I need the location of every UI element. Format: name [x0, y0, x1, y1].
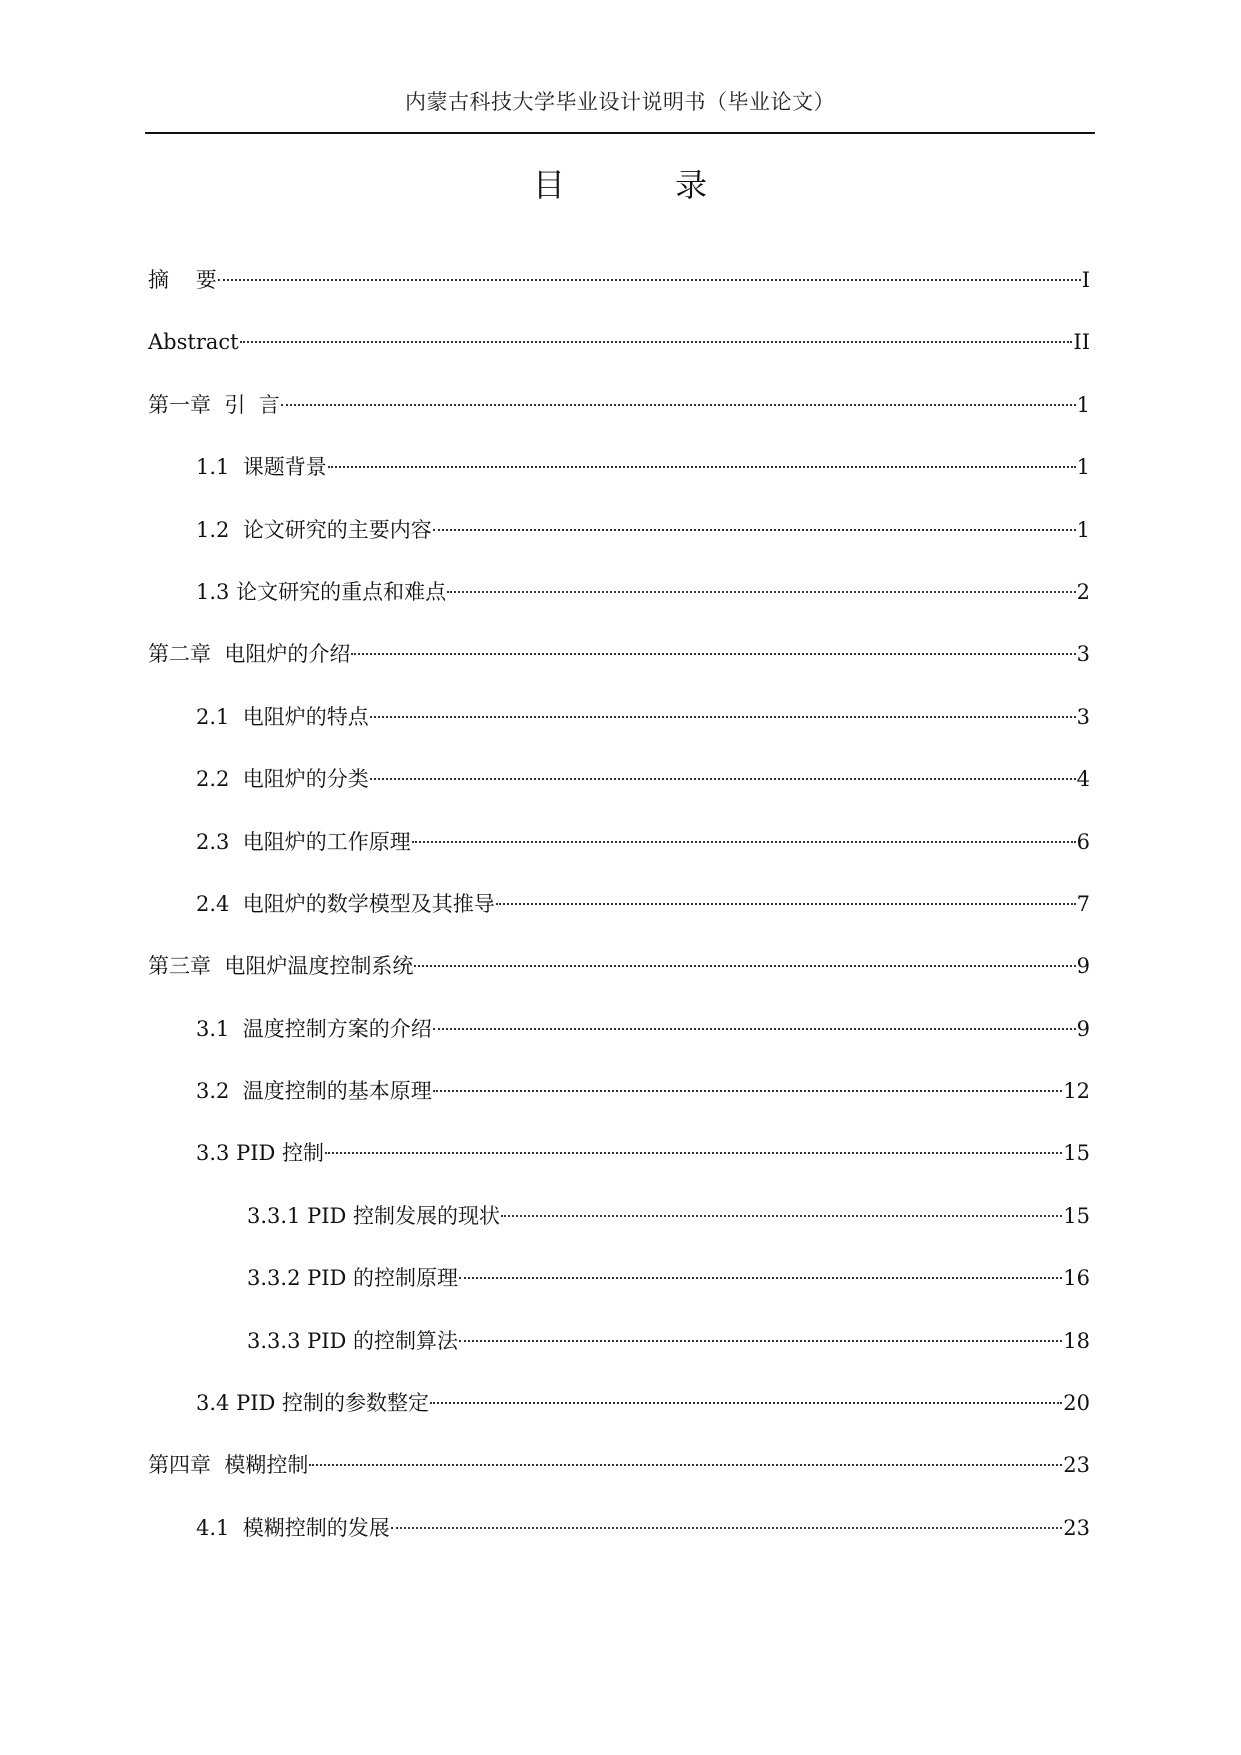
toc-entry-label: Abstract [148, 330, 239, 355]
toc-entry-page-number: 6 [1076, 829, 1090, 854]
toc-entry-label: 3.3.3 PID 的控制算法 [247, 1328, 459, 1353]
toc-entry-page-number: II [1073, 330, 1090, 355]
page-header: 内蒙古科技大学毕业设计说明书（毕业论文） [405, 90, 835, 114]
toc-entry-page-number: 18 [1063, 1328, 1090, 1353]
toc-entry[interactable] [148, 1383, 1090, 1445]
toc-entry[interactable] [148, 697, 1090, 759]
toc-entry[interactable] [148, 1258, 1090, 1320]
toc-entry-label: 2.2 电阻炉的分类 [196, 767, 369, 792]
toc-entry-page-number: 1 [1076, 455, 1090, 480]
dot-leader [496, 903, 1076, 905]
toc-entry[interactable] [148, 1508, 1090, 1570]
toc-entry-label: 第三章 电阻炉温度控制系统 [148, 954, 414, 979]
dot-leader [328, 466, 1076, 468]
toc-entry-label: 第二章 电阻炉的介绍 [148, 642, 351, 667]
toc-entry-page-number: 15 [1063, 1141, 1090, 1166]
toc-entry-page-number: 16 [1063, 1266, 1090, 1291]
toc-entry[interactable] [148, 1196, 1090, 1258]
toc-entry[interactable] [148, 572, 1090, 634]
toc-entry-label: 2.3 电阻炉的工作原理 [196, 829, 411, 854]
toc-entry-page-number: 9 [1076, 954, 1090, 979]
dot-leader [459, 1340, 1062, 1342]
dot-leader [281, 404, 1076, 406]
toc-entry[interactable] [148, 260, 1090, 322]
toc-entry-label: 4.1 模糊控制的发展 [196, 1515, 390, 1540]
toc-entry-label: 3.3.2 PID 的控制原理 [247, 1266, 459, 1291]
toc-entry-label: 第一章 引 言 [148, 392, 280, 417]
toc-entry-page-number: 15 [1063, 1203, 1090, 1228]
toc-entry[interactable] [148, 510, 1090, 572]
toc-entry[interactable] [148, 1321, 1090, 1383]
dot-leader [430, 1402, 1062, 1404]
dot-leader [391, 1527, 1063, 1529]
toc-entry-page-number: 7 [1076, 891, 1090, 916]
toc-entry-label: 3.3.1 PID 控制发展的现状 [247, 1203, 501, 1228]
toc-entry-page-number: 3 [1076, 704, 1090, 729]
dot-leader [501, 1215, 1062, 1217]
toc-entry[interactable] [148, 634, 1090, 696]
toc-entry-label: 3.3 PID 控制 [196, 1141, 325, 1166]
toc-entry-label: 1.1 课题背景 [196, 455, 327, 480]
toc-entry-page-number: 23 [1063, 1453, 1090, 1478]
toc-entry[interactable] [148, 322, 1090, 384]
toc-entry-page-number: 1 [1076, 392, 1090, 417]
toc-entry-page-number: 4 [1076, 767, 1090, 792]
dot-leader [447, 591, 1076, 593]
toc-entry-label: 1.2 论文研究的主要内容 [196, 517, 432, 542]
dot-leader [240, 341, 1073, 343]
table-of-contents [148, 260, 1090, 1570]
toc-entry-label: 3.2 温度控制的基本原理 [196, 1079, 432, 1104]
toc-entry[interactable] [148, 1071, 1090, 1133]
toc-entry[interactable] [148, 447, 1090, 509]
header-rule [145, 132, 1095, 134]
toc-entry-label: 1.3 论文研究的重点和难点 [196, 579, 447, 604]
toc-entry-label: 2.1 电阻炉的特点 [196, 704, 369, 729]
toc-entry[interactable] [148, 385, 1090, 447]
dot-leader [218, 279, 1081, 281]
toc-entry[interactable] [148, 884, 1090, 946]
toc-entry[interactable] [148, 1445, 1090, 1507]
toc-title: 目 录 [532, 166, 738, 204]
dot-leader [412, 841, 1076, 843]
dot-leader [433, 1090, 1063, 1092]
toc-entry-label: 2.4 电阻炉的数学模型及其推导 [196, 891, 495, 916]
toc-entry-label: 第四章 模糊控制 [148, 1453, 309, 1478]
dot-leader [414, 965, 1075, 967]
toc-entry-label: 摘 要 [148, 268, 217, 292]
dot-leader [433, 529, 1076, 531]
toc-entry[interactable] [148, 946, 1090, 1008]
dot-leader [309, 1464, 1062, 1466]
dot-leader [370, 716, 1076, 718]
dot-leader [325, 1152, 1062, 1154]
dot-leader [370, 778, 1076, 780]
toc-entry-page-number: 9 [1076, 1016, 1090, 1041]
toc-entry-page-number: 20 [1063, 1391, 1090, 1416]
toc-entry[interactable] [148, 1133, 1090, 1195]
toc-entry-page-number: 2 [1076, 579, 1090, 604]
toc-entry-page-number: I [1081, 268, 1090, 292]
dot-leader [351, 653, 1075, 655]
toc-entry[interactable] [148, 1009, 1090, 1071]
toc-entry-label: 3.1 温度控制方案的介绍 [196, 1016, 432, 1041]
dot-leader [459, 1277, 1062, 1279]
toc-entry[interactable] [148, 822, 1090, 884]
toc-entry-page-number: 1 [1076, 517, 1090, 542]
toc-entry-page-number: 23 [1063, 1515, 1090, 1540]
toc-entry-page-number: 3 [1076, 642, 1090, 667]
dot-leader [433, 1028, 1076, 1030]
toc-entry-label: 3.4 PID 控制的参数整定 [196, 1391, 430, 1416]
toc-entry-page-number: 12 [1063, 1079, 1090, 1104]
toc-entry[interactable] [148, 759, 1090, 821]
